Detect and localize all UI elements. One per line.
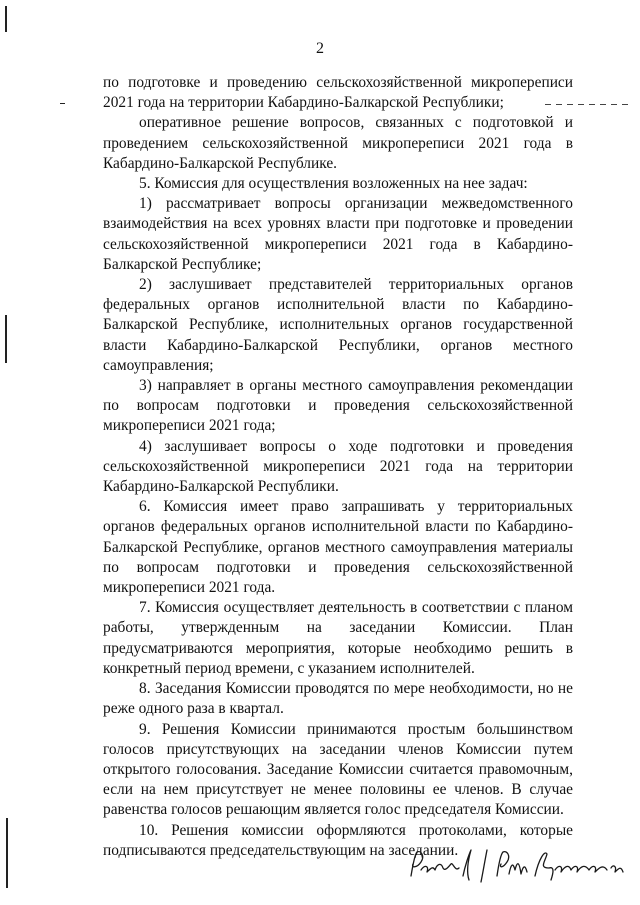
paragraph: оперативное решение вопросов, связанных с подготовкой и проведением сельскохозяйственной микропереписи 2021 года в Кабардино-Балкарской Республике.	[103, 114, 573, 172]
paragraph: 7. Комиссия осуществляет деятельность в соответствии с планом работы, утвержденным на заседании Комиссии. План предусматриваются мероприятия, которые необходимо решить в конкретный период времени, с указанием исполнителей.	[103, 599, 573, 677]
handwritten-signature	[405, 846, 630, 886]
paragraph: 8. Заседания Комиссии проводятся по мере необходимости, но не реже одного раза в квартал.	[103, 680, 573, 718]
signature-scribble-icon	[405, 846, 630, 886]
paragraph: по подготовке и проведению сельскохозяйственной микропереписи 2021 года на территории Кабардино-Балкарской Республики;	[103, 74, 573, 112]
page-number: 2	[316, 40, 324, 57]
paragraph: 3) направляет в органы местного самоуправления рекомендации по вопросам подготовки и проведения сельскохозяйственной микропереписи 2021 года;	[103, 377, 573, 435]
scan-dot-left	[60, 103, 65, 104]
scan-edge-mark-bottom	[6, 818, 8, 888]
scan-edge-mark-top	[5, 6, 7, 32]
paragraph: 4) заслушивает вопросы о ходе подготовки и проведения сельскохозяйственной микропереписи 2021 года на территории Кабардино-Балкарской Республики.	[103, 437, 573, 496]
paragraph: 1) рассматривает вопросы организации межведомственного взаимодействия на всех уровнях власти при подготовке и проведении сельскохозяйственной микропереписи 2021 года в Кабардино-Балкарской Республике;	[103, 195, 573, 273]
paragraph: 6. Комиссия имеет право запрашивать у территориальных органов федеральных органов исполнительной власти по Кабардино-Балкарской Республике, органов местного самоуправления материалы по вопросам подготовки и проведения сельскохозяйственной микропереписи 2021 года.	[103, 498, 573, 597]
paragraph: 5. Комиссия для осуществления возложенных на нее задач:	[139, 175, 528, 193]
document-body	[103, 73, 573, 861]
paragraph: 10. Решения комиссии оформляются протоколами, которые подписываются председательствующим на заседании.	[103, 821, 573, 859]
scan-edge-mark-middle	[5, 315, 7, 363]
paragraph: 9. Решения Комиссии принимаются простым большинством голосов присутствующих на заседании членов Комиссии путем открытого голосования. Заседание Комиссии считается правомочным, если на нем присутствует не менее половины ее членов. В случае равенства голосов решающим является голос председателя Комиссии.	[103, 720, 573, 819]
paragraph: 2) заслушивает представителей территориальных органов федеральных органов исполнительной власти по Кабардино-Балкарской Республике, исполнительных органов государственной власти Кабардино-Балкарской Республики, органов местного самоуправления;	[103, 276, 573, 374]
